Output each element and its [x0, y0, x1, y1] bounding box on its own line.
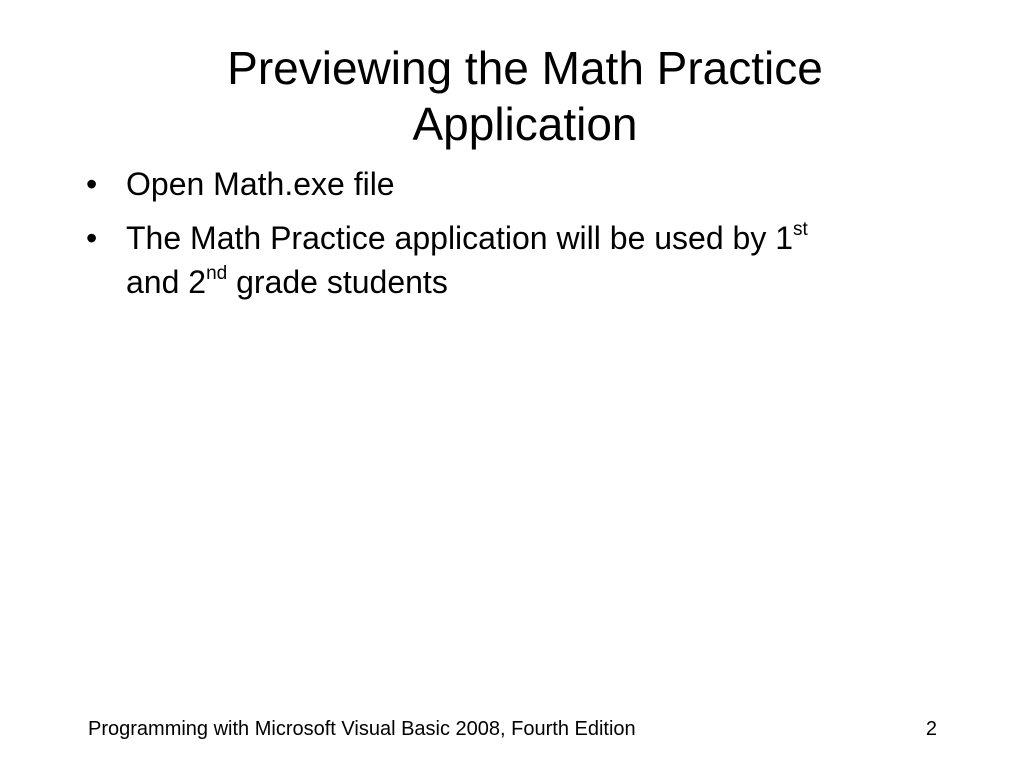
- bullet-marker: •: [86, 166, 98, 202]
- bullet-item-audience: [86, 216, 956, 304]
- superscript-nd: nd: [206, 263, 228, 284]
- slide-title-line-1: Previewing the Math Practice: [227, 42, 823, 94]
- bullet-text-part-2: and 2: [126, 264, 207, 300]
- bullet-text-part-1: The Math Practice application will be used by 1: [126, 220, 794, 256]
- slide-title: [100, 40, 950, 152]
- footer-text: Programming with Microsoft Visual Basic 2008, Fourth Edition: [88, 718, 636, 740]
- bullet-text-part-3: grade students: [227, 264, 448, 300]
- bullet-item-open-file: [86, 162, 956, 206]
- bullet-list: [86, 162, 956, 314]
- slide-footer: [0, 714, 1024, 744]
- bullet-text: Open Math.exe file: [126, 166, 395, 202]
- bullet-marker: •: [86, 220, 98, 256]
- slide-title-line-2: Application: [412, 98, 638, 150]
- page-number: 2: [925, 718, 937, 740]
- superscript-st: st: [793, 219, 808, 240]
